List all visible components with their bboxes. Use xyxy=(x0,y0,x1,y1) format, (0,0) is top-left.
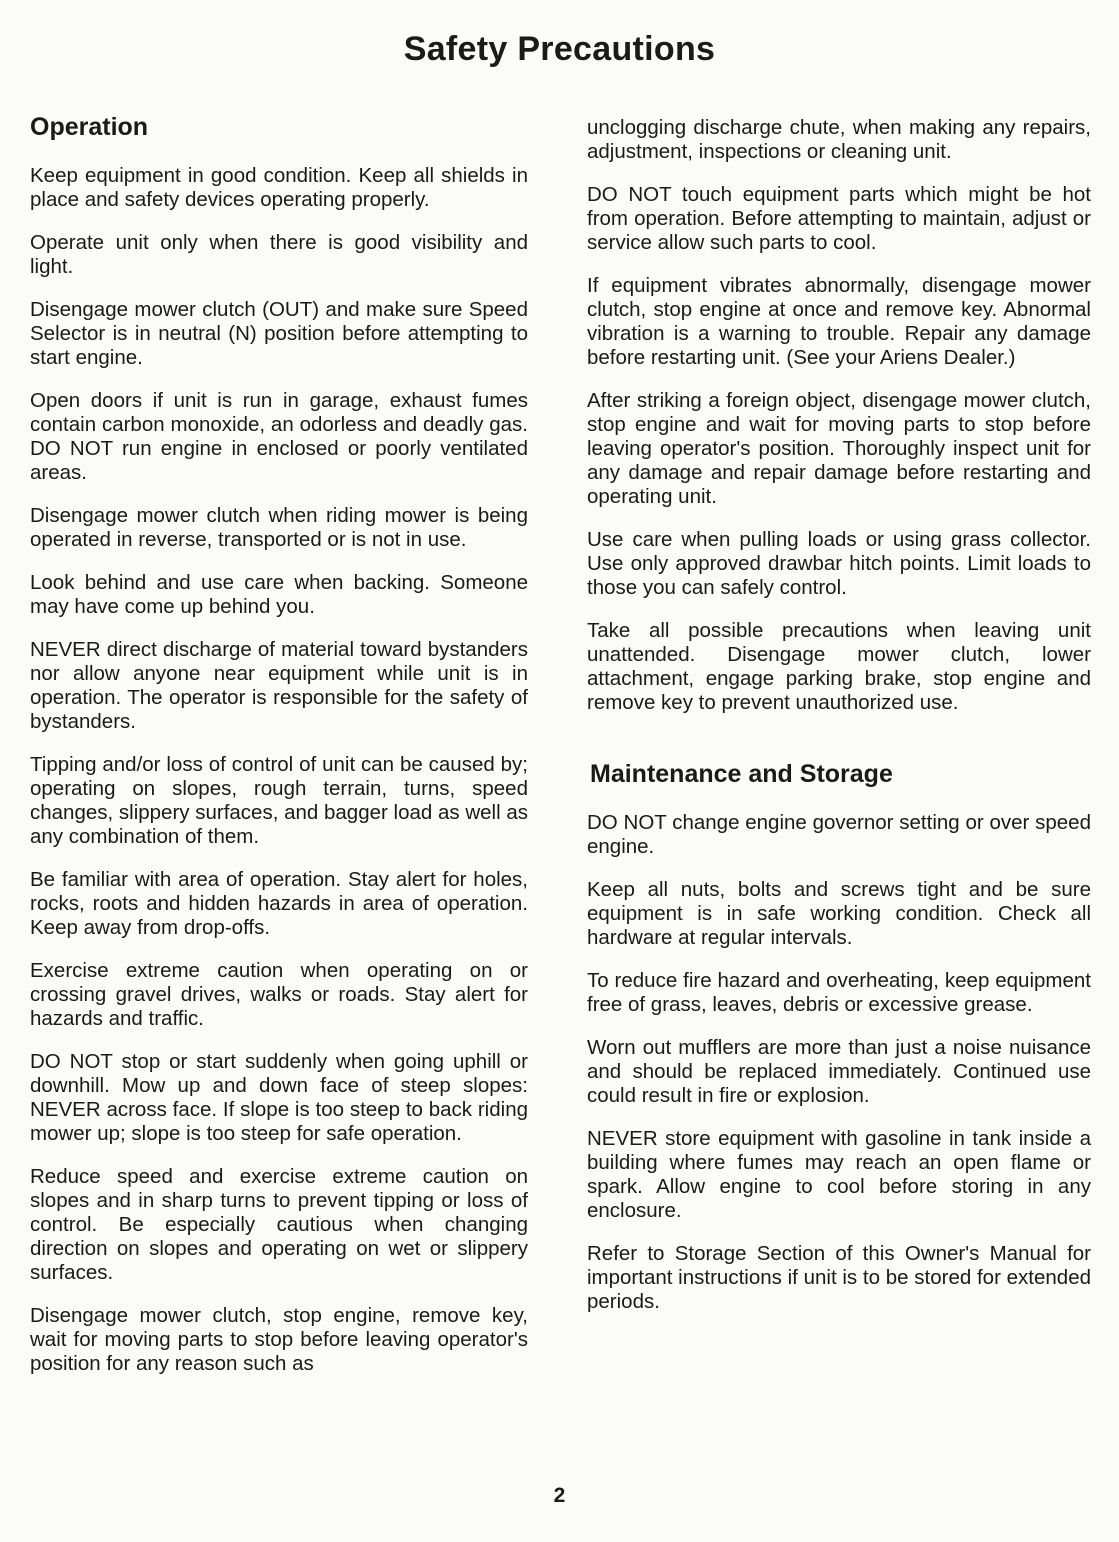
page-title: Safety Precautions xyxy=(403,30,716,68)
operation-paragraph: After striking a foreign object, disengage mower clutch, stop engine and wait for moving parts to stop before leaving operator's position. Thoroughly inspect unit for any damage and repair damage before restarting and operating unit. xyxy=(587,389,1091,508)
page-number: 2 xyxy=(553,1484,566,1507)
operation-paragraph: Take all possible precautions when leaving unit unattended. Disengage mower clutch, lower attachment, engage parking brake, stop engine and remove key to prevent unauthorized use. xyxy=(587,619,1091,714)
maintenance-heading: Maintenance and Storage xyxy=(590,760,893,788)
operation-paragraph: DO NOT stop or start suddenly when going uphill or downhill. Mow up and down face of steep slopes: NEVER across face. If slope is too steep to back riding mower up; slope is too steep for safe operation. xyxy=(30,1050,528,1145)
operation-paragraph: Use care when pulling loads or using grass collector. Use only approved drawbar hitch points. Limit loads to those you can safely control. xyxy=(587,528,1091,599)
operation-paragraph: Look behind and use care when backing. Someone may have come up behind you. xyxy=(30,571,528,618)
operation-paragraph: Exercise extreme caution when operating on or crossing gravel drives, walks or roads. Stay alert for hazards and traffic. xyxy=(30,959,528,1030)
operation-paragraph: Tipping and/or loss of control of unit can be caused by; operating on slopes, rough terrain, turns, speed changes, slippery surfaces, and bagger load as well as any combination of them. xyxy=(30,753,528,848)
left-column xyxy=(26,112,528,1395)
maintenance-paragraph: NEVER store equipment with gasoline in tank inside a building where fumes may reach an open flame or spark. Allow engine to cool before storing in any enclosure. xyxy=(587,1127,1091,1222)
maintenance-paragraph: Keep all nuts, bolts and screws tight and be sure equipment is in safe working condition. Check all hardware at regular intervals. xyxy=(587,878,1091,949)
operation-paragraph: Open doors if unit is run in garage, exhaust fumes contain carbon monoxide, an odorless and deadly gas. DO NOT run engine in enclosed or poorly ventilated areas. xyxy=(30,389,528,484)
maintenance-paragraph: Refer to Storage Section of this Owner's Manual for important instructions if unit is to be stored for extended periods. xyxy=(587,1242,1091,1313)
maintenance-paragraph: DO NOT change engine governor setting or over speed engine. xyxy=(587,811,1091,858)
right-column xyxy=(587,116,1091,1333)
operation-paragraph: Disengage mower clutch when riding mower is being operated in reverse, transported or is not in use. xyxy=(30,504,528,551)
operation-paragraph: DO NOT touch equipment parts which might be hot from operation. Before attempting to maintain, adjust or service allow such parts to cool. xyxy=(587,183,1091,254)
operation-paragraph: Disengage mower clutch (OUT) and make sure Speed Selector is in neutral (N) position before attempting to start engine. xyxy=(30,298,528,369)
maintenance-paragraph: Worn out mufflers are more than just a noise nuisance and should be replaced immediately. Continued use could result in fire or explosion. xyxy=(587,1036,1091,1107)
operation-paragraph: If equipment vibrates abnormally, disengage mower clutch, stop engine at once and remove key. Abnormal vibration is a warning to trouble. Repair any damage before restarting unit. (See your Ariens Dealer.) xyxy=(587,274,1091,369)
operation-heading: Operation xyxy=(30,113,149,141)
operation-paragraph: Disengage mower clutch, stop engine, remove key, wait for moving parts to stop before leaving operator's position for any reason such as xyxy=(30,1304,528,1375)
operation-paragraph: Keep equipment in good condition. Keep all shields in place and safety devices operating properly. xyxy=(30,164,528,211)
operation-paragraph: unclogging discharge chute, when making any repairs, adjustment, inspections or cleaning unit. xyxy=(587,116,1091,163)
operation-paragraph: NEVER direct discharge of material toward bystanders nor allow anyone near equipment while unit is in operation. The operator is responsible for the safety of bystanders. xyxy=(30,638,528,733)
operation-paragraph: Reduce speed and exercise extreme caution on slopes and in sharp turns to prevent tipping or loss of control. Be especially cautious when changing direction on slopes and operating on wet or slippery surfaces. xyxy=(30,1165,528,1284)
operation-paragraph: Operate unit only when there is good visibility and light. xyxy=(30,231,528,278)
operation-paragraph: Be familiar with area of operation. Stay alert for holes, rocks, roots and hidden hazards in area of operation. Keep away from drop-offs. xyxy=(30,868,528,939)
maintenance-paragraph: To reduce fire hazard and overheating, keep equipment free of grass, leaves, debris or excessive grease. xyxy=(587,969,1091,1016)
